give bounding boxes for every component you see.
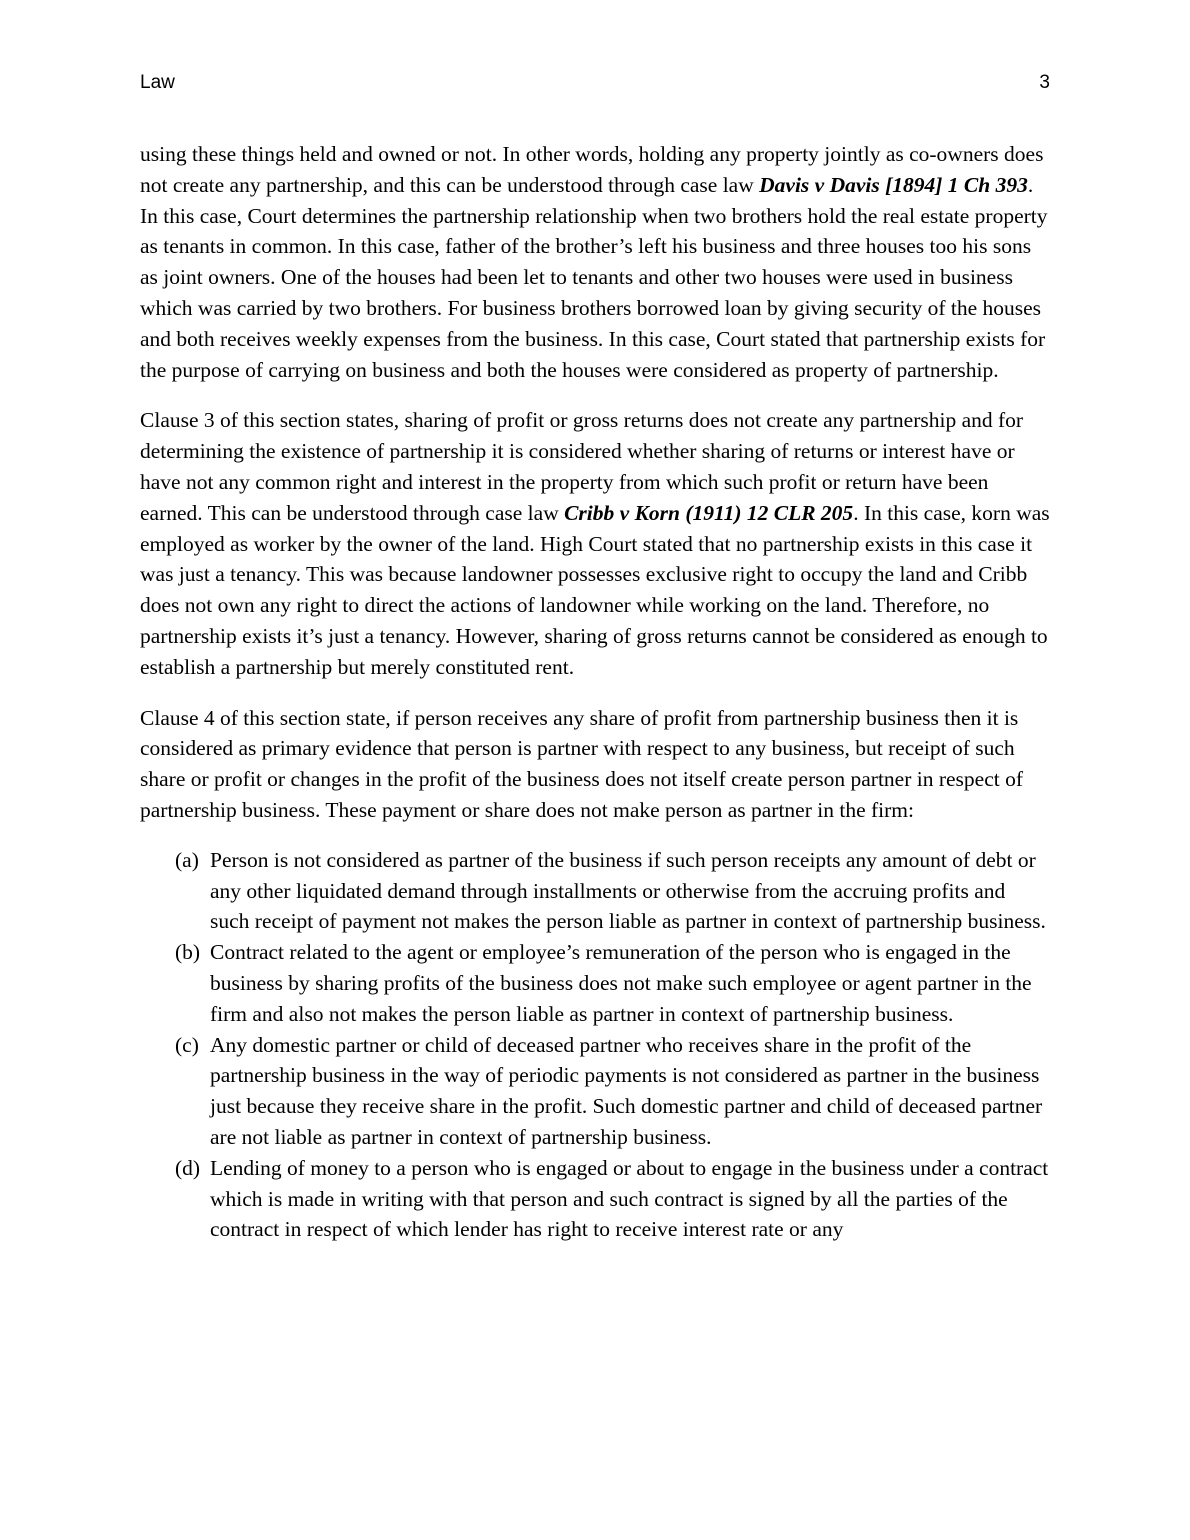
header-title: Law: [140, 72, 175, 93]
page-number: 3: [1039, 72, 1050, 93]
case-citation-cribb: Cribb v Korn (1911) 12 CLR 205: [564, 500, 854, 525]
exceptions-list: [140, 845, 1050, 1245]
list-item-b: [140, 937, 1050, 1029]
list-item-text: Contract related to the agent or employee’s remuneration of the person who is engaged in the business by sharing profits of the business does not make such employee or agent partner in the firm and also not makes the person liable as partner in context of partnership business.: [210, 940, 1032, 1026]
list-item-text: Any domestic partner or child of deceased partner who receives share in the profit of the partnership business in the way of periodic payments is not considered as partner in the business just because they receive share in the profit. Such domestic partner and child of deceased partner are not liable as partner in context of partnership business.: [210, 1032, 1043, 1149]
document-body: [140, 139, 1050, 1245]
paragraph-text: Clause 3 of this section states, sharing of profit or gross returns does not create any partnership and for determining the existence of partnership it is considered whether sharing of returns or interest have or have not any common right and interest in the property from which such profit or return have been earned. This can be understood through case law: [140, 408, 1024, 525]
list-item-text: Person is not considered as partner of the business if such person receipts any amount of debt or any other liquidated demand through installments or otherwise from the accruing profits and such receipt of payment not makes the person liable as partner in context of partnership business.: [210, 847, 1046, 934]
list-marker: (d): [175, 1155, 201, 1180]
case-citation-davis: Davis v Davis [1894] 1 Ch 393: [759, 172, 1028, 197]
list-item-text: Lending of money to a person who is engaged or about to engage in the business under a contract which is made in writing with that person and such contract is signed by all the parties of the contract in respect of which lender has right to receive interest rate or any: [210, 1155, 1049, 1242]
list-item-c: [140, 1030, 1050, 1153]
list-marker: (c): [175, 1032, 199, 1057]
paragraph-text: using these things held and owned or not. In other words, holding any property jointly as co-owners does not create any partnership, and this can be understood through case law: [140, 142, 1044, 197]
paragraph-davis: [140, 139, 1050, 385]
list-item-d: [140, 1153, 1050, 1245]
paragraph-text: . In this case, korn was employed as worker by the owner of the land. High Court stated that no partnership exists in this case it was just a tenancy. This was because landowner possesses exclusive right to occupy the land and Cribb does not own any right to direct the actions of landowner while working on the land. Therefore, no partnership exists it’s just a tenancy. However, sharing of gross returns cannot be considered as enough to establish a partnership but merely constituted rent.: [140, 500, 1050, 679]
list-marker: (b): [175, 940, 201, 965]
paragraph-clause-3: [140, 405, 1050, 682]
paragraph-text: . In this case, Court determines the partnership relationship when two brothers hold the real estate property as tenants in common. In this case, father of the brother’s left his business and three houses too his sons as joint owners. One of the houses had been let to tenants and other two houses were used in business which was carried by two brothers. For business brothers borrowed loan by giving security of the houses and both receives weekly expenses from the business. In this case, Court stated that partnership exists for the purpose of carrying on business and both the houses were considered as property of partnership.: [140, 172, 1048, 382]
list-marker: (a): [175, 847, 199, 872]
list-item-a: [140, 845, 1050, 937]
paragraph-clause-4: Clause 4 of this section state, if person receives any share of profit from partnership business then it is considered as primary evidence that person is partner with respect to any business, but receipt of such share or profit or changes in the profit of the business does not itself create person partner in respect of partnership business. These payment or share does not make person as partner in the firm:: [140, 705, 1024, 822]
